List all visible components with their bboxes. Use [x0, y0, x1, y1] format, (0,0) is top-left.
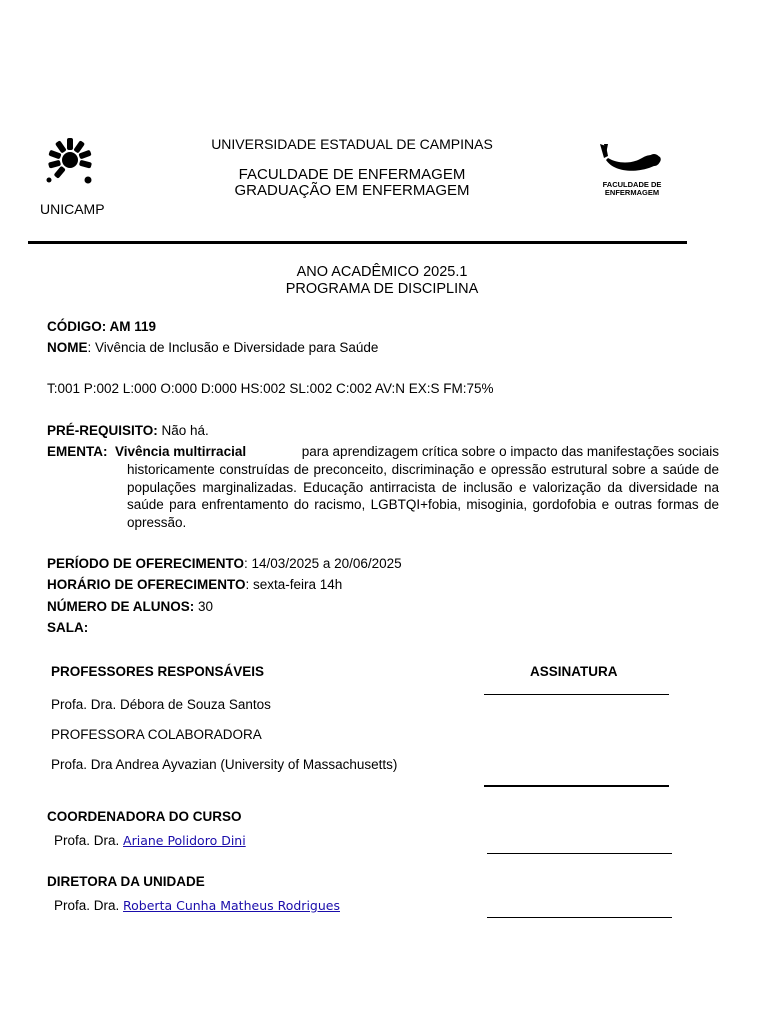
period-line: [47, 556, 402, 571]
ementa-first-line: [47, 444, 719, 459]
program-name: GRADUAÇÃO EM ENFERMAGEM: [234, 182, 470, 199]
course-name-line: [47, 340, 378, 355]
academic-year-title: ANO ACADÊMICO 2025.1: [296, 264, 468, 280]
prerequisite-label: PRÉ-REQUISITO:: [47, 423, 158, 438]
logo-caption-2: ENFERMAGEM: [604, 188, 660, 197]
signature-line-2: [484, 785, 669, 787]
course-name-value: : Vivência de Inclusão e Diversidade para Saúde: [87, 340, 379, 355]
coordinator-link[interactable]: Ariane Polidoro Dini: [123, 833, 246, 848]
period-label: PERÍODO DE OFERECIMENTO: [47, 556, 245, 571]
nursing-faculty-logo-icon: [596, 142, 668, 182]
schedule-line: [47, 577, 342, 592]
schedule-value: : sexta-feira 14h: [245, 577, 343, 592]
unicamp-label: UNICAMP: [40, 201, 105, 217]
director-link[interactable]: Roberta Cunha Matheus Rodrigues: [123, 898, 340, 913]
ementa-highlight: Vivência multirracial: [115, 444, 247, 459]
collaborator-header: PROFESSORA COLABORADORA: [51, 727, 262, 742]
director-prefix: Profa. Dra.: [54, 898, 124, 913]
university-name: UNIVERSIDADE ESTADUAL DE CAMPINAS: [211, 136, 493, 152]
header-divider: [28, 241, 687, 244]
signature-line-1: [484, 694, 669, 695]
room-label: SALA:: [47, 620, 89, 635]
course-codes: T:001 P:002 L:000 O:000 D:000 HS:002 SL:002 C:002 AV:N EX:S FM:75%: [47, 381, 494, 396]
faculty-name: FACULDADE DE ENFERMAGEM: [238, 166, 466, 183]
coordinator-line: [54, 833, 246, 848]
signature-line-3: [487, 853, 672, 854]
coordinator-prefix: Profa. Dra.: [54, 833, 124, 848]
prerequisite-value: Não há.: [157, 423, 209, 438]
responsible-header: PROFESSORES RESPONSÁVEIS: [51, 664, 265, 679]
logo-caption-1: FACULDADE DE: [602, 180, 662, 189]
signature-line-4: [487, 917, 672, 918]
ementa-first-rest: para aprendizagem crítica sobre o impacto das manifestações sociais: [301, 444, 719, 459]
students-line: [47, 599, 213, 614]
unicamp-logo-icon: [40, 136, 104, 188]
program-title: PROGRAMA DE DISCIPLINA: [285, 281, 479, 297]
responsible-professor: Profa. Dra. Débora de Souza Santos: [51, 697, 271, 712]
course-name-label: NOME: [47, 340, 88, 355]
prerequisite-line: [47, 423, 209, 438]
coordinator-header: COORDENADORA DO CURSO: [47, 809, 242, 824]
schedule-label: HORÁRIO DE OFERECIMENTO: [47, 577, 246, 592]
collaborator-professor: Profa. Dra Andrea Ayvazian (University of Massachusetts): [51, 757, 398, 772]
ementa-label: EMENTA:: [47, 444, 108, 459]
period-value: : 14/03/2025 a 20/06/2025: [244, 556, 402, 571]
course-code: CÓDIGO: AM 119: [47, 319, 157, 334]
students-value: 30: [194, 599, 214, 614]
students-label: NÚMERO DE ALUNOS:: [47, 599, 195, 614]
ementa-body: historicamente construídas de preconceito, discriminação e opressão estrutural sobre a saúde de populações marginalizadas. Educação antirracista de inclusão e valorização da diversidade na saúde para enfrentamento do racismo, LGBTQI+fobia, misoginia, gordofobia e outras formas de opressão.: [127, 462, 719, 530]
director-line: [54, 898, 340, 913]
signature-header: ASSINATURA: [530, 664, 618, 679]
director-header: DIRETORA DA UNIDADE: [47, 874, 205, 889]
